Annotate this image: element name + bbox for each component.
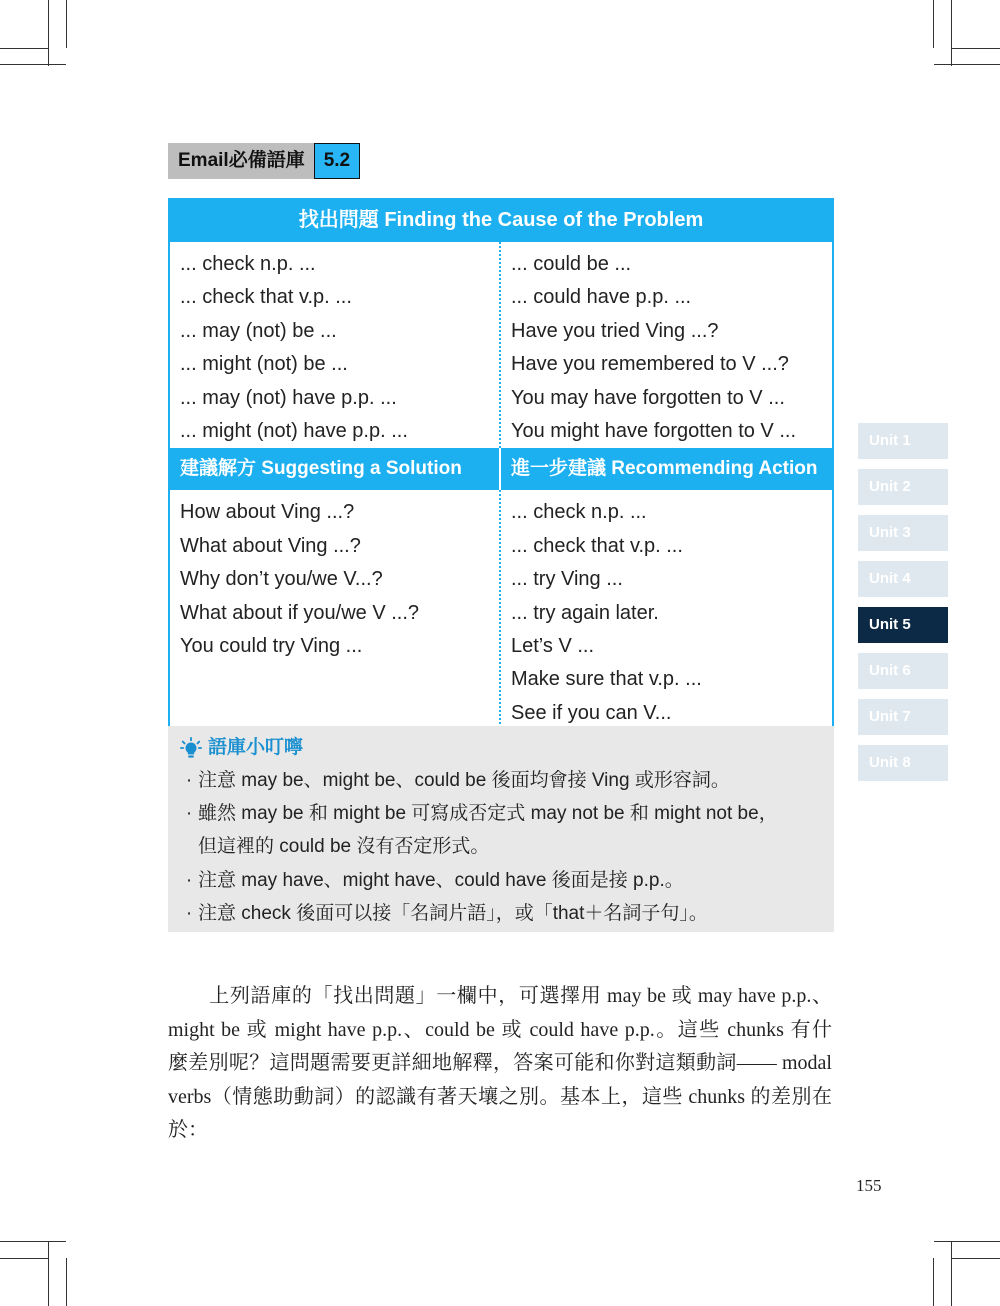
- tips-title: [180, 732, 822, 764]
- table-cell: You may have forgotten to V ...: [511, 386, 785, 409]
- tip-text: 注意 may have、might have、could have 後面是接 p.p.。: [198, 869, 684, 891]
- crop-mark: [0, 1241, 66, 1242]
- tips-title-text: 語庫小叮嚀: [208, 737, 304, 758]
- crop-mark: [0, 64, 66, 65]
- phrase-table: [168, 198, 834, 728]
- table-cell: You could try Ving ...: [180, 634, 363, 657]
- table-cell: Have you tried Ving ...?: [511, 319, 719, 342]
- paragraph-line: verbs（情態助動詞）的認識有著天壤之別。基本上，這些 chunks 的差別在: [168, 1085, 832, 1108]
- table-cell: How about Ving ...?: [180, 501, 355, 524]
- crop-mark: [66, 1258, 67, 1306]
- table-cell: ... check that v.p. ...: [511, 534, 683, 557]
- tip-bullet: ·: [185, 869, 193, 891]
- tip-item: [180, 764, 822, 797]
- tab-unit-8[interactable]: Unit 8: [858, 745, 948, 781]
- crop-mark: [934, 64, 1000, 65]
- table-column-right: [501, 490, 832, 728]
- tab-unit-4[interactable]: Unit 4: [858, 561, 948, 597]
- crop-mark: [48, 1241, 49, 1306]
- table-subheader: [168, 448, 834, 490]
- table-subheader-right: 進一步建議 Recommending Action: [511, 458, 818, 480]
- tab-unit-6[interactable]: Unit 6: [858, 653, 948, 689]
- crop-mark: [48, 0, 49, 66]
- section-header-title: Email必備語庫: [168, 143, 314, 179]
- table-cell: ... try Ving ...: [511, 568, 623, 591]
- tip-item: [180, 897, 822, 930]
- table-cell: ... might (not) be ...: [180, 353, 348, 376]
- section-header: [168, 143, 360, 179]
- table-cell: ... may (not) have p.p. ...: [180, 386, 397, 409]
- table-cell: Let’s V ...: [511, 634, 595, 657]
- tip-item: [180, 864, 822, 897]
- table-column-left: [170, 490, 501, 728]
- tab-unit-1[interactable]: Unit 1: [858, 423, 948, 459]
- table-cell: ... try again later.: [511, 601, 659, 624]
- tip-bullet: ·: [185, 770, 193, 791]
- paragraph-line: 於：: [168, 1119, 208, 1141]
- tip-bullet: ·: [185, 902, 193, 924]
- table-cell: ... check that v.p. ...: [180, 286, 352, 309]
- table-cell: ... check n.p. ...: [180, 253, 316, 275]
- table-section-body: [168, 490, 834, 728]
- crop-mark: [952, 1258, 1000, 1259]
- table-cell: You might have forgotten to V ...: [511, 419, 796, 442]
- tips-box: [168, 726, 834, 932]
- table-section-title: 找出問題 Finding the Cause of the Problem: [168, 198, 834, 242]
- tip-item: [180, 797, 822, 830]
- table-cell: ... may (not) be ...: [180, 319, 337, 342]
- crop-mark: [951, 0, 952, 66]
- table-subheader-left: 建議解方 Suggesting a Solution: [170, 448, 501, 490]
- table-cell: ... check n.p. ...: [511, 501, 647, 524]
- paragraph-line: might be 或 might have p.p.、could be 或 could have p.p.。這些 chunks 有什: [168, 1018, 832, 1041]
- paragraph-line: 麼差別呢？這問題需要更詳細地解釋，答案可能和你對這類動詞—— modal: [168, 1052, 832, 1074]
- tip-text: 但這裡的 could be 沒有否定形式。: [198, 836, 490, 858]
- crop-mark: [933, 0, 934, 48]
- table-cell: ... could be ...: [511, 253, 632, 275]
- table-cell: What about if you/we V ...?: [180, 601, 420, 624]
- unit-tabs: [858, 423, 948, 791]
- table-column-left: [170, 242, 501, 448]
- tip-item-continued: [180, 830, 822, 863]
- table-cell: Make sure that v.p. ...: [511, 668, 702, 691]
- table-cell: See if you can V...: [511, 701, 672, 724]
- tab-unit-7[interactable]: Unit 7: [858, 699, 948, 735]
- tip-text: 注意 check 後面可以接「名詞片語」，或「that＋名詞子句」。: [198, 902, 708, 924]
- table-cell: Why don’t you/we V...?: [180, 568, 383, 591]
- table-section-body: [168, 242, 834, 448]
- table-cell: ... could have p.p. ...: [511, 286, 692, 309]
- crop-mark: [0, 1258, 48, 1259]
- crop-mark: [66, 0, 67, 48]
- tip-text: 注意 may be、might be、could be 後面均會接 Ving 或形容詞。: [198, 770, 730, 791]
- table-cell: ... might (not) have p.p. ...: [180, 419, 408, 442]
- table-cell: Have you remembered to V ...?: [511, 353, 789, 376]
- section-header-number: 5.2: [314, 143, 360, 179]
- table-column-right: [501, 242, 832, 448]
- crop-mark: [933, 1258, 934, 1306]
- tab-unit-2[interactable]: Unit 2: [858, 469, 948, 505]
- lightbulb-icon: [180, 737, 202, 759]
- crop-mark: [951, 1241, 952, 1306]
- crop-mark: [952, 48, 1000, 49]
- tab-unit-3[interactable]: Unit 3: [858, 515, 948, 551]
- crop-mark: [934, 1241, 1000, 1242]
- paragraph-line: 上列語庫的「找出問題」一欄中，可選擇用 may be 或 may have p.p.、: [168, 985, 832, 1007]
- crop-mark: [0, 48, 48, 49]
- tab-unit-5[interactable]: Unit 5: [858, 607, 948, 643]
- tip-bullet: ·: [185, 803, 193, 825]
- tip-text: 雖然 may be 和 might be 可寫成否定式 may not be 和 might not be，: [198, 803, 778, 825]
- body-paragraph: [168, 980, 832, 1148]
- table-cell: What about Ving ...?: [180, 534, 361, 557]
- page-number: 155: [856, 1176, 882, 1195]
